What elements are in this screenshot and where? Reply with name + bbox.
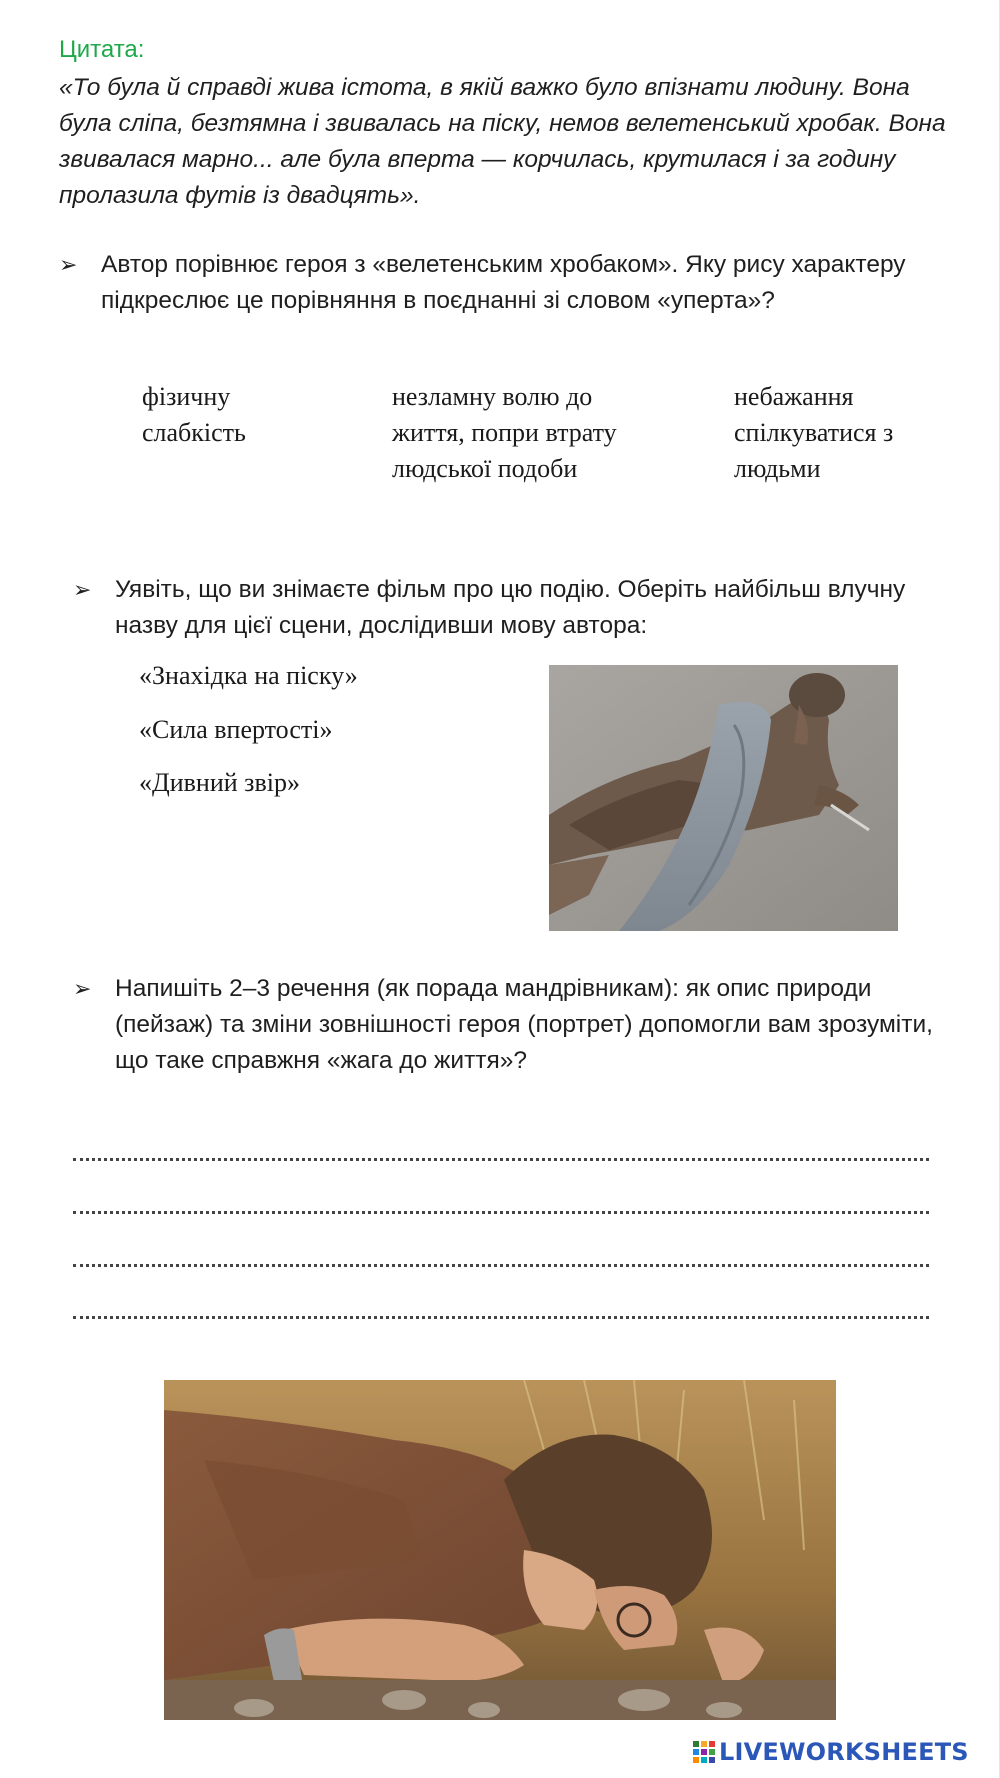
question-2-option-strange-beast[interactable]: «Дивний звір»	[139, 768, 300, 797]
question-2-text: Уявіть, що ви знімаєте фільм про цю подію. Оберіть найбільш влучну назву для цієї сцени, дослідивши мову автора:	[115, 576, 906, 639]
answer-line-4[interactable]	[73, 1289, 929, 1319]
question-2-option-power-of-stubbornness[interactable]: «Сила впертості»	[139, 715, 333, 744]
question-3-text: Напишіть 2–3 речення (як порада мандрівникам): як опис природи (пейзаж) та зміни зовнішності героя (портрет) допомогли вам зрозуміти, що таке справжня «жага до життя»?	[115, 975, 933, 1074]
quote-text: «То була й справді жива істота, в якій важко було впізнати людину. Вона була сліпа, безтямна і звивалась на піску, немов велетенський хробак. Вона звивалася марно... але була вперта — корчилась, крутилася і за годину пролазила футів із двадцять».	[59, 74, 946, 209]
question-2-option-find-on-sand[interactable]: «Знахідка на піску»	[139, 661, 358, 690]
quote-label: Цитата:	[59, 36, 145, 63]
answer-line-2[interactable]	[73, 1184, 929, 1214]
answer-line-1[interactable]	[73, 1131, 929, 1161]
exhausted-man-in-grass-photo	[164, 1380, 836, 1720]
arrow-bullet-icon: ➢	[59, 252, 78, 277]
liveworksheets-grid-icon	[693, 1741, 715, 1763]
arrow-bullet-icon: ➢	[73, 976, 92, 1001]
question-1-text: Автор порівнює героя з «велетенським хробаком». Яку рису характеру підкреслює це порівняння в поєднанні зі словом «уперта»?	[101, 251, 906, 314]
crawling-man-on-sand-photo	[549, 665, 898, 931]
brand-text: LIVEWORKSHEETS	[719, 1738, 969, 1766]
liveworksheets-logo	[693, 1737, 969, 1767]
question-1-option-unbreakable-will[interactable]: незламну волю до життя, попри втрату людської подоби	[392, 382, 617, 483]
answer-line-3[interactable]	[73, 1237, 929, 1267]
arrow-bullet-icon: ➢	[73, 577, 92, 602]
question-1-option-physical-weakness[interactable]: фізичну слабкість	[142, 382, 246, 447]
question-1-option-unwillingness-to-communicate[interactable]: небажання спілкуватися з людьми	[734, 382, 894, 483]
